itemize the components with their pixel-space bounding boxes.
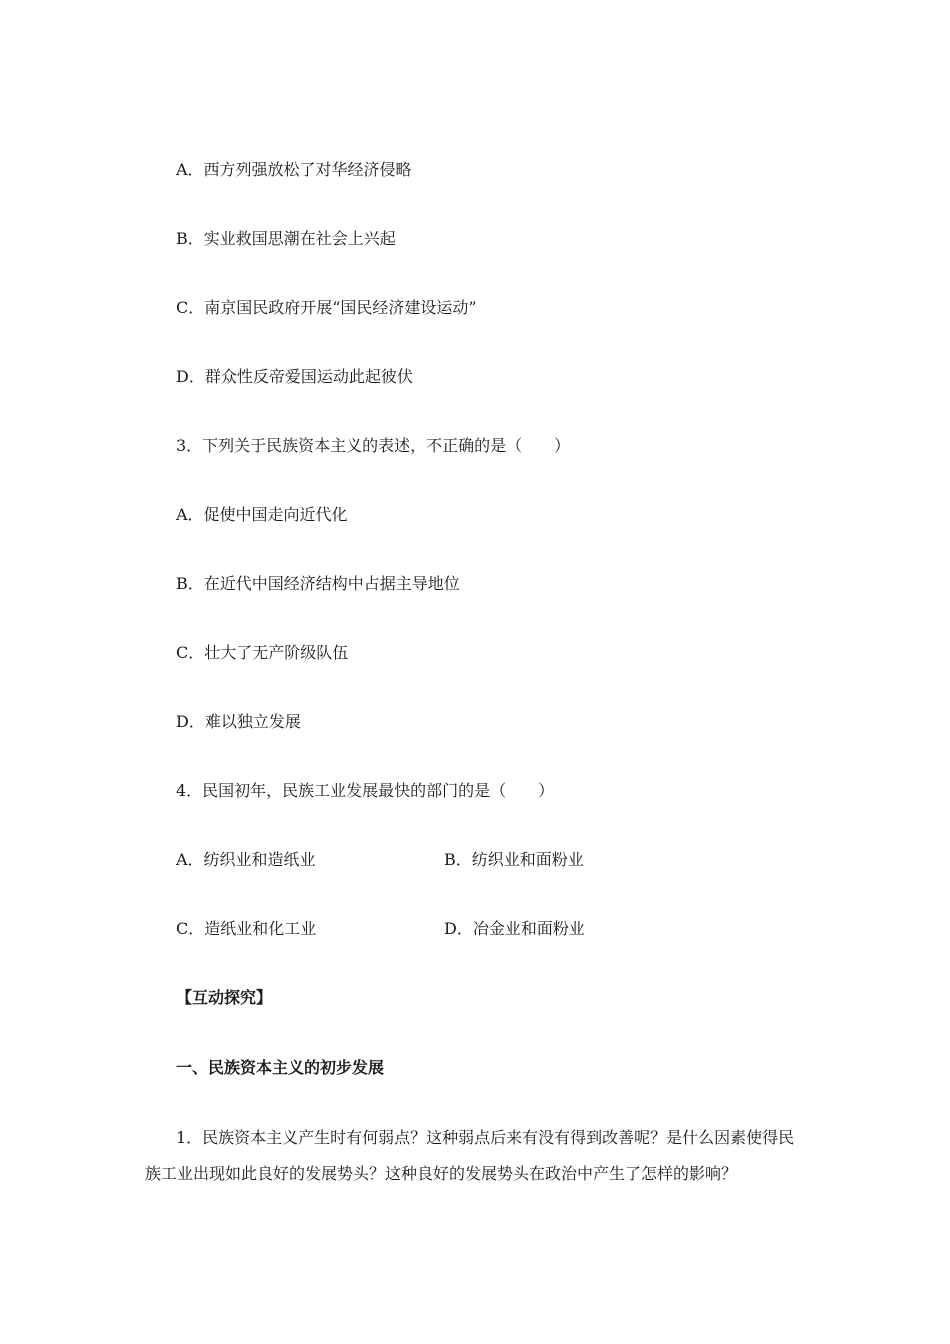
section-heading: 【互动探究】 xyxy=(176,988,273,1007)
q4-option-d: D．冶金业和面粉业 xyxy=(444,919,585,938)
q2-option-d: D．群众性反帝爱国运动此起彼伏 xyxy=(176,367,413,386)
q2-option-a: A．西方列强放松了对华经济侵略 xyxy=(176,160,412,179)
q4-option-c: C．造纸业和化工业 xyxy=(176,919,317,938)
discussion-question-1: 1．民族资本主义产生时有何弱点？这种弱点后来有没有得到改善呢？是什么因素使得民族工业出现如此良好的发展势头？这种良好的发展势头在政治中产生了怎样的影响？ xyxy=(145,1128,795,1183)
q3-option-c: C．壮大了无产阶级队伍 xyxy=(176,643,349,662)
q3-option-b: B．在近代中国经济结构中占据主导地位 xyxy=(176,574,460,593)
q4-stem: 4．民国初年，民族工业发展最快的部门的是（ ） xyxy=(176,781,555,800)
q2-option-c: C．南京国民政府开展“国民经济建设运动” xyxy=(176,298,477,317)
q3-option-a: A．促使中国走向近代化 xyxy=(176,505,348,524)
q4-option-b: B．纺织业和面粉业 xyxy=(444,850,584,869)
q2-option-b: B．实业救国思潮在社会上兴起 xyxy=(176,229,396,248)
q3-stem: 3．下列关于民族资本主义的表述，不正确的是（ ） xyxy=(176,436,571,455)
subsection-heading: 一、民族资本主义的初步发展 xyxy=(176,1058,385,1077)
q3-option-d: D．难以独立发展 xyxy=(176,712,301,731)
q4-option-a: A．纺织业和造纸业 xyxy=(176,850,316,869)
